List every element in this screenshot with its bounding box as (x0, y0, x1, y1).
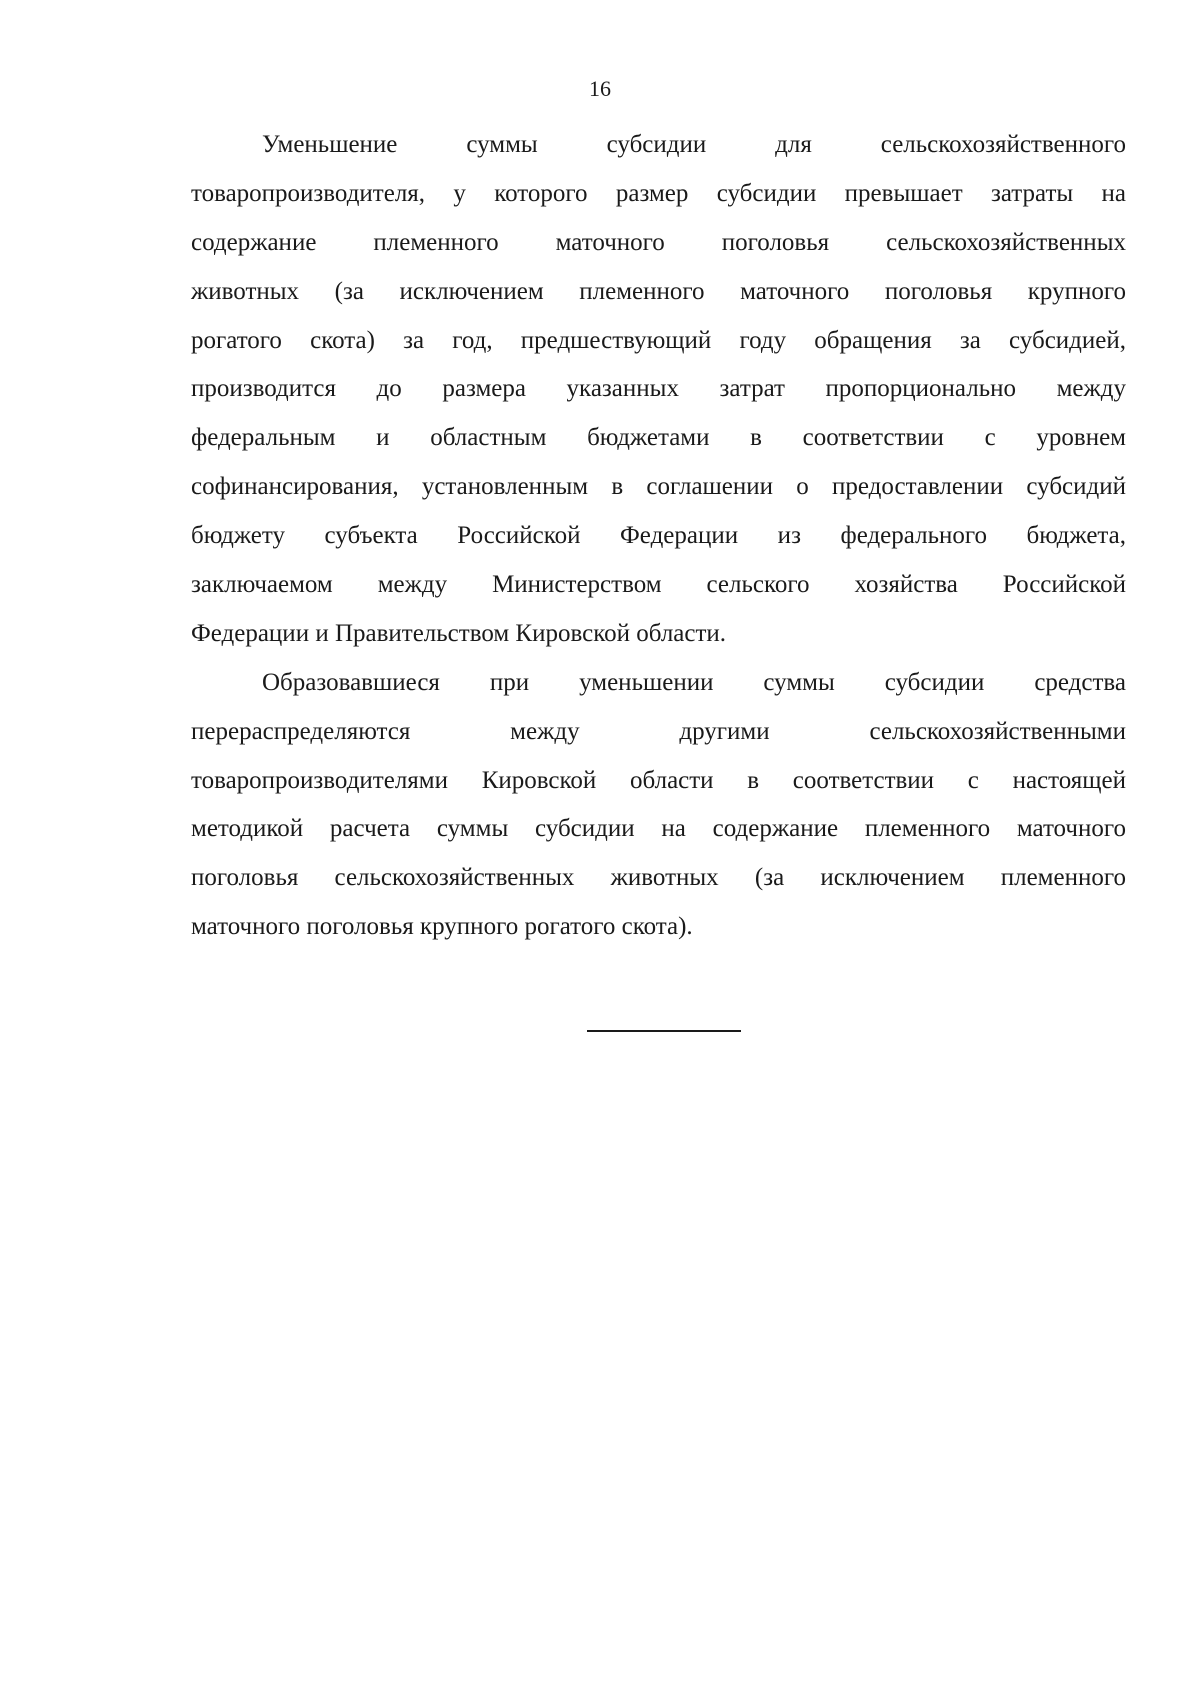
text-line: рогатого скота) за год, предшествующий году обращения за субсидией, (191, 326, 1126, 354)
text-line: содержание племенного маточного поголовья сельскохозяйственных (191, 228, 1126, 256)
body-text (191, 121, 1126, 952)
text-line: заключаемом между Министерством сельского хозяйства Российской (191, 571, 1126, 599)
text-line: перераспределяются между другими сельскохозяйственными (191, 717, 1126, 745)
text-line: товаропроизводителя, у которого размер субсидии превышает затраты на (191, 179, 1126, 207)
text-line: методикой расчета суммы субсидии на содержание племенного маточного (191, 815, 1126, 843)
text-line: поголовья сельскохозяйственных животных (за исключением племенного (191, 864, 1126, 892)
text-line: Образовавшиеся при уменьшении суммы субсидии средства (262, 668, 1126, 696)
text-line: маточного поголовья крупного рогатого скота). (191, 913, 693, 941)
text-line: бюджету субъекта Российской Федерации из федерального бюджета, (191, 522, 1126, 550)
text-line: софинансирования, установленным в соглашении о предоставлении субсидий (191, 473, 1126, 501)
paragraph-funds-redistribution (191, 659, 1126, 952)
text-line: товаропроизводителями Кировской области в соответствии с настоящей (191, 766, 1126, 794)
paragraph-subsidy-reduction (191, 121, 1126, 659)
text-line: животных (за исключением племенного маточного поголовья крупного (191, 277, 1126, 305)
end-separator-line (587, 1030, 741, 1032)
text-line: производится до размера указанных затрат пропорционально между (191, 375, 1126, 403)
text-line: Уменьшение суммы субсидии для сельскохозяйственного (262, 131, 1126, 158)
text-line: Федерации и Правительством Кировской области. (191, 619, 727, 647)
text-line: федеральным и областным бюджетами в соответствии с уровнем (191, 424, 1126, 452)
page-number: 16 (589, 76, 611, 101)
